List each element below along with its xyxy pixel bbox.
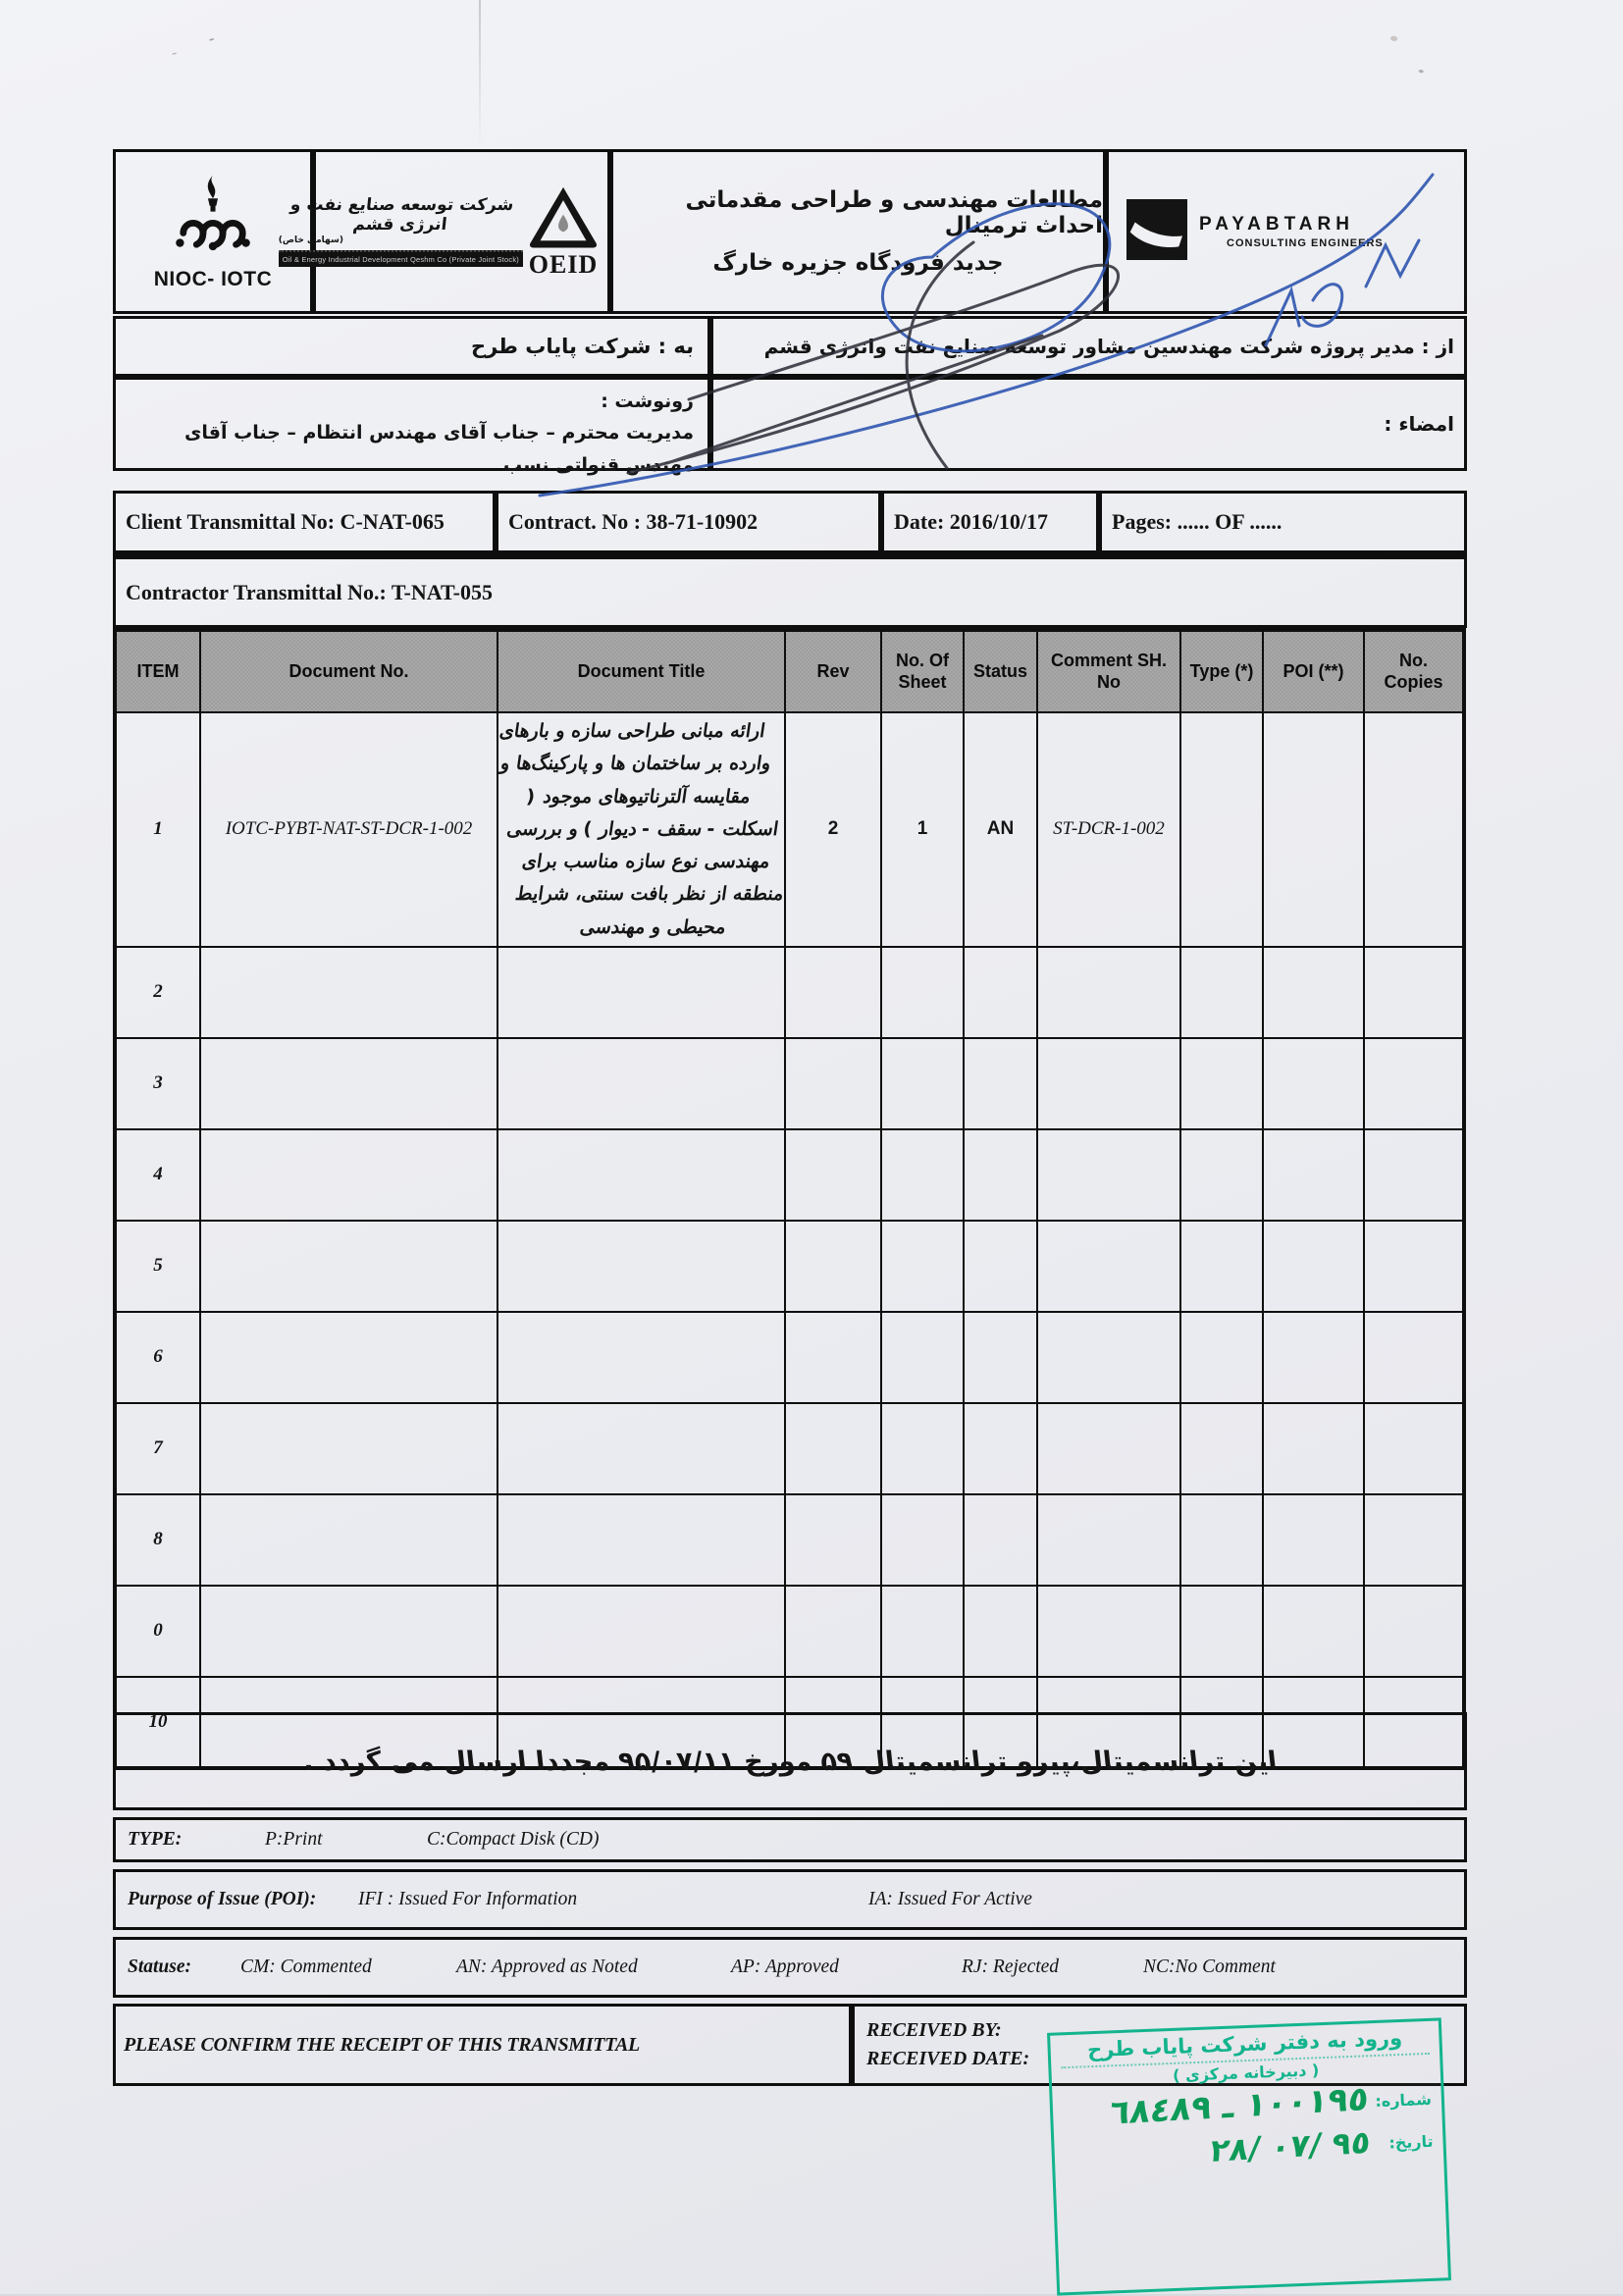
status-legend-row (113, 1937, 1467, 1998)
project-title-line1: مطالعات مهندسی و طراحی مقدماتی احداث ترمینال (685, 187, 1103, 238)
col-rev: Rev (785, 630, 881, 712)
col-no-copies: No. Copies (1364, 630, 1464, 712)
project-title-line2: جدید فرودگاه جزیره خارگ (712, 250, 1004, 276)
type-legend-label: TYPE: (128, 1829, 183, 1850)
oeid-wordmark: OEID (528, 249, 599, 279)
document-no: IOTC-PYBT-NAT-ST-DCR-1-002 (200, 712, 497, 947)
payabtarh-swoosh-icon (1126, 198, 1187, 266)
col-status: Status (964, 630, 1037, 712)
item-no: 6 (115, 1312, 200, 1403)
item-no: 7 (115, 1403, 200, 1494)
col-poi: POI (**) (1263, 630, 1364, 712)
contract-no (496, 491, 881, 553)
confirm-receipt-text: PLEASE CONFIRM THE RECEIPT OF THIS TRANSMITTAL (124, 2033, 640, 2056)
col-comment-sh-no: Comment SH. No (1037, 630, 1180, 712)
status: AN (964, 712, 1037, 947)
stamp-title: ورود به دفتر شرکت پایاب طرح (1060, 2025, 1430, 2068)
poi-legend-label: Purpose of Issue (POI): (128, 1889, 317, 1909)
documents-table (113, 628, 1466, 1770)
poi-legend-ia: IA: Issued For Active (868, 1889, 1032, 1909)
project-title-box (610, 149, 1106, 314)
item-no: 4 (115, 1129, 200, 1221)
signature-field (710, 377, 1467, 471)
poi-legend-row (113, 1869, 1467, 1930)
type-legend-row (113, 1817, 1467, 1862)
resend-note: این ترانسمیتال،پیرو ترانسمیتال ۵۹ مورخ ۹۵/۰۷/۱۱ مجددا ارسال می گردد . (301, 1746, 1279, 1777)
resend-note-box (113, 1712, 1467, 1810)
table-row (115, 1312, 1464, 1403)
confirm-receipt-box (113, 2004, 852, 2086)
oeid-triangle-icon (527, 184, 600, 254)
stamp-date-handwritten: ٩٥ /٠٧ /٢٨ (1208, 2122, 1374, 2170)
col-document-no: Document No. (200, 630, 497, 712)
oeid-calligraphy: شرکت توسعه صنایع نفت و انرژی قشم (288, 195, 515, 235)
to-field (113, 316, 710, 377)
status-an: AN: Approved as Noted (456, 1957, 638, 1977)
table-header-row (115, 630, 1464, 712)
oeid-logo-box (278, 149, 610, 314)
contractor-transmittal-no (113, 553, 1467, 628)
poi (1263, 712, 1364, 947)
table-row (115, 1494, 1464, 1586)
rev: 2 (785, 712, 881, 947)
pages-field (1099, 491, 1467, 553)
status-nc: NC:No Comment (1143, 1957, 1276, 1977)
to-text: به : شرکت پایاب طرح (470, 335, 694, 358)
item-no: 1 (115, 712, 200, 947)
table-row (115, 1129, 1464, 1221)
no-of-sheet: 1 (881, 712, 964, 947)
signature-label: امضاء : (1384, 412, 1454, 436)
table-row (115, 1586, 1464, 1677)
type-legend-cd: C:Compact Disk (CD) (427, 1829, 600, 1850)
stamp-date-label: تاریخ: (1388, 2131, 1434, 2153)
document-title: ارائه مبانی طراحی سازه و بارهای وارده بر ساختمان ها و پارکینگ‌ها و مقایسه آلترناتیوهای موجود ( اسکلت - سقف - دیوار ) و بررسی مهندسی نوع سازه مناسب برای منطقه از نظر بافت سنتی، شرایط محیطی و مهندسی (485, 712, 797, 947)
table-row (115, 1403, 1464, 1494)
col-document-title: Document Title (497, 630, 785, 712)
contractor-transmittal-text: Contractor Transmittal No.: T-NAT-055 (126, 579, 493, 604)
received-by-label: RECEIVED BY: (866, 2019, 1002, 2041)
status-rj: RJ: Rejected (962, 1957, 1060, 1977)
entry-stamp (1047, 2017, 1451, 2295)
table-row (115, 947, 1464, 1038)
stamp-subtitle: ( دبیرخانه مرکزی ) (1172, 2061, 1320, 2085)
oeid-banner: Oil & Energy Industrial Development Qeshm Co (Private Joint Stock) (279, 250, 523, 267)
item-no: 8 (115, 1494, 200, 1586)
poi-legend-ifi: IFI : Issued For Information (358, 1889, 578, 1909)
comment-sh-no: ST-DCR-1-002 (1037, 712, 1180, 947)
table-row (115, 1038, 1464, 1129)
no-copies (1364, 712, 1464, 947)
staple-mark-right (1343, 11, 1461, 97)
date-field (881, 491, 1099, 553)
status-ap: AP: Approved (731, 1957, 839, 1977)
payabtarh-name: PAYABTARH (1199, 214, 1354, 235)
payabtarh-logo-box (1106, 149, 1467, 314)
contract-no-text: Contract. No : 38-71-10902 (508, 509, 759, 534)
copy-field (113, 377, 710, 476)
from-field (710, 316, 1467, 377)
stamp-number-label: شماره: (1375, 2089, 1433, 2111)
table-row (115, 712, 1464, 947)
status-legend-label: Statuse: (128, 1957, 192, 1977)
table-row (115, 1221, 1464, 1312)
payabtarh-subtitle: CONSULTING ENGINEERS (1227, 237, 1384, 249)
nioc-flame-logo-icon (172, 173, 254, 262)
status-cm: CM: Commented (240, 1957, 372, 1977)
client-transmittal-text: Client Transmittal No: C-NAT-065 (126, 509, 445, 534)
type-legend-print: P:Print (265, 1829, 323, 1850)
stamp-number-handwritten: ١٠٠١٩٥ ـ ٦٨٤٨٩ (1107, 2078, 1372, 2133)
copy-recipients: مدیریت محترم – جناب آقای مهندس انتظام – جناب آقای مهندس قنواتی نسب (183, 422, 694, 476)
item-no: 3 (115, 1038, 200, 1129)
paper-crease (479, 0, 481, 147)
staple-mark-left (143, 19, 238, 79)
oeid-paren: (سهامی خاص) (278, 235, 343, 245)
date-text: Date: 2016/10/17 (894, 509, 1049, 534)
col-no-of-sheet: No. Of Sheet (881, 630, 964, 712)
item-no: 0 (115, 1586, 200, 1677)
item-no: 2 (115, 947, 200, 1038)
item-no: 5 (115, 1221, 200, 1312)
received-date-label: RECEIVED DATE: (866, 2048, 1030, 2069)
copy-label: رونوشت : (601, 391, 694, 412)
nioc-label: NIOC- IOTC (153, 267, 273, 290)
col-item: ITEM (115, 630, 200, 712)
from-text: از : مدیر پروژه شرکت مهندسین مشاور توسعه صنایع نفت وانرژی قشم (763, 335, 1454, 358)
pages-text: Pages: ...... OF ...... (1112, 509, 1283, 534)
client-transmittal-no (113, 491, 496, 553)
col-type: Type (*) (1180, 630, 1263, 712)
type (1180, 712, 1263, 947)
item-no: 10 (115, 1677, 200, 1768)
